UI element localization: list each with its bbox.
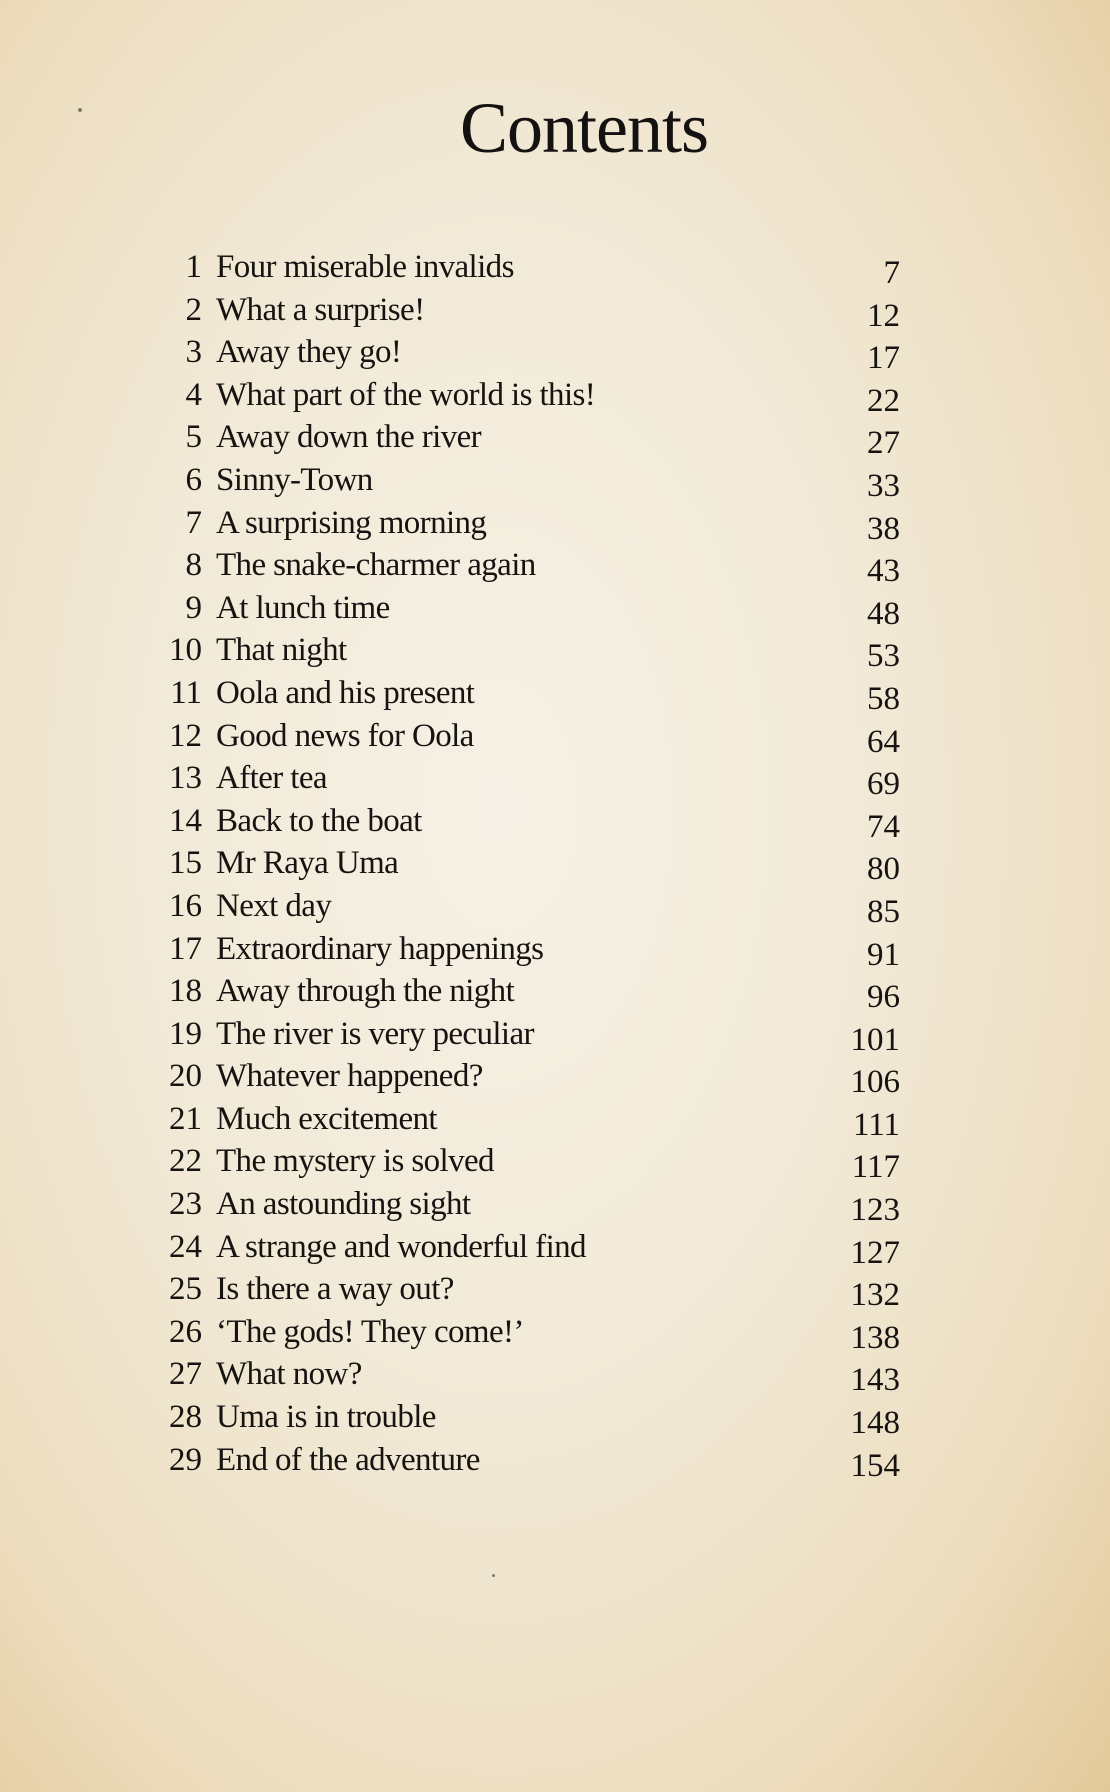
chapter-title: That night	[216, 632, 347, 669]
chapter-title: Is there a way out?	[216, 1271, 454, 1308]
chapter-title: ‘The gods! They come!’	[216, 1313, 524, 1350]
toc-entry	[140, 885, 900, 928]
chapter-title: Next day	[216, 887, 332, 924]
toc-entry	[140, 1226, 900, 1269]
page-number: 96	[867, 979, 900, 1016]
page-number: 80	[867, 851, 900, 888]
chapter-number: 16	[169, 887, 202, 924]
toc-entry	[140, 331, 900, 377]
toc-entry	[140, 1353, 900, 1399]
chapter-number: 28	[169, 1399, 202, 1436]
chapter-number: 1	[185, 249, 202, 285]
chapter-title: Uma is in trouble	[216, 1399, 436, 1436]
chapter-title: At lunch time	[216, 589, 390, 626]
page-number: 148	[850, 1405, 900, 1442]
chapter-number: 18	[169, 973, 202, 1010]
chapter-title: Four miserable invalids	[216, 249, 514, 285]
toc-entry	[140, 800, 900, 843]
chapter-title: The snake-charmer again	[216, 547, 536, 584]
chapter-number: 3	[185, 334, 202, 371]
chapter-title: An astounding sight	[216, 1186, 471, 1223]
toc-entry	[140, 1055, 900, 1101]
chapter-title: Much excitement	[216, 1100, 438, 1137]
page-number: 91	[867, 936, 900, 973]
chapter-title: Oola and his present	[216, 674, 475, 711]
page-number: 58	[867, 680, 900, 717]
chapter-title: Sinny-Town	[216, 461, 373, 498]
page-number: 74	[867, 808, 900, 845]
toc-entry	[140, 1396, 900, 1442]
chapter-number: 21	[169, 1100, 202, 1137]
page-number: 17	[867, 340, 900, 377]
toc-entry	[140, 1140, 900, 1186]
toc-entry	[140, 1183, 900, 1229]
page-number: 12	[867, 297, 900, 334]
chapter-title: A surprising morning	[216, 504, 487, 541]
chapter-title: Away through the night	[216, 973, 515, 1010]
chapter-number: 26	[169, 1313, 202, 1350]
chapter-number: 9	[185, 589, 202, 626]
page-number: 43	[867, 553, 900, 590]
page-number: 33	[867, 467, 900, 504]
chapter-title: A strange and wonderful find	[216, 1228, 586, 1265]
chapter-title: What a surprise!	[216, 291, 425, 328]
toc-entry	[140, 1098, 900, 1141]
page-number: 138	[850, 1319, 900, 1356]
table-of-contents	[140, 246, 900, 1484]
chapter-title: What now?	[216, 1356, 362, 1393]
chapter-title: Whatever happened?	[216, 1058, 483, 1095]
chapter-title: Away down the river	[216, 419, 482, 456]
chapter-number: 17	[169, 930, 202, 967]
toc-entry	[140, 1439, 900, 1482]
page-number: 143	[850, 1362, 900, 1399]
chapter-title: Good news for Oola	[216, 717, 474, 754]
chapter-number: 11	[170, 674, 202, 711]
chapter-title: What part of the world is this!	[216, 376, 596, 413]
page-number: 27	[867, 425, 900, 462]
chapter-number: 24	[169, 1228, 202, 1265]
toc-entry	[140, 672, 900, 715]
toc-entry	[140, 970, 900, 1016]
chapter-title: Extraordinary happenings	[216, 930, 544, 967]
toc-entry	[140, 289, 900, 332]
toc-entry	[140, 928, 900, 971]
page-number: 38	[867, 510, 900, 547]
toc-entry	[140, 587, 900, 630]
chapter-number: 19	[169, 1015, 202, 1052]
chapter-number: 2	[185, 291, 202, 328]
toc-entry	[140, 1268, 900, 1314]
chapter-number: 23	[169, 1186, 202, 1223]
page-number: 111	[852, 1106, 900, 1143]
chapter-number: 6	[185, 461, 202, 498]
page-number: 22	[867, 382, 900, 419]
chapter-number: 13	[169, 760, 202, 797]
chapter-number: 22	[169, 1143, 202, 1180]
page-title: Contents	[460, 88, 709, 168]
page-number: 123	[850, 1192, 900, 1229]
chapter-number: 15	[169, 845, 202, 882]
chapter-title: Back to the boat	[216, 802, 422, 839]
chapter-number: 12	[169, 717, 202, 754]
paper-speck	[492, 1574, 495, 1577]
toc-entry	[140, 544, 900, 590]
chapter-number: 5	[185, 419, 202, 456]
page-number: 85	[867, 893, 900, 930]
toc-entry	[140, 757, 900, 803]
chapter-number: 20	[169, 1058, 202, 1095]
chapter-title: End of the adventure	[216, 1441, 480, 1478]
page-number: 48	[867, 595, 900, 632]
page-number: 101	[850, 1021, 900, 1058]
toc-entry	[140, 1013, 900, 1056]
chapter-title: The mystery is solved	[216, 1143, 494, 1180]
paper-speck	[78, 108, 82, 112]
toc-entry	[140, 246, 900, 289]
toc-entry	[140, 374, 900, 417]
chapter-title: Away they go!	[216, 334, 402, 371]
chapter-number: 25	[169, 1271, 202, 1308]
toc-entry	[140, 1311, 900, 1354]
chapter-title: After tea	[216, 760, 327, 797]
chapter-number: 10	[169, 632, 202, 669]
chapter-number: 7	[185, 504, 202, 541]
page-number: 154	[850, 1447, 900, 1484]
page-number: 132	[850, 1277, 900, 1314]
page-number: 117	[851, 1149, 900, 1186]
page-number: 69	[867, 766, 900, 803]
page-number: 127	[850, 1234, 900, 1271]
toc-entry	[140, 842, 900, 888]
toc-entry	[140, 715, 900, 758]
chapter-title: Mr Raya Uma	[216, 845, 399, 882]
page-number: 64	[867, 723, 900, 760]
chapter-title: The river is very peculiar	[216, 1015, 534, 1052]
chapter-number: 27	[169, 1356, 202, 1393]
chapter-number: 8	[185, 547, 202, 584]
page-number: 53	[867, 638, 900, 675]
chapter-number: 14	[169, 802, 202, 839]
page-number: 106	[850, 1064, 900, 1101]
toc-entry	[140, 629, 900, 675]
toc-entry	[140, 416, 900, 462]
chapter-number: 4	[185, 376, 202, 413]
page-number: 7	[883, 255, 900, 291]
toc-entry	[140, 459, 900, 502]
chapter-number: 29	[169, 1441, 202, 1478]
toc-entry	[140, 502, 900, 545]
